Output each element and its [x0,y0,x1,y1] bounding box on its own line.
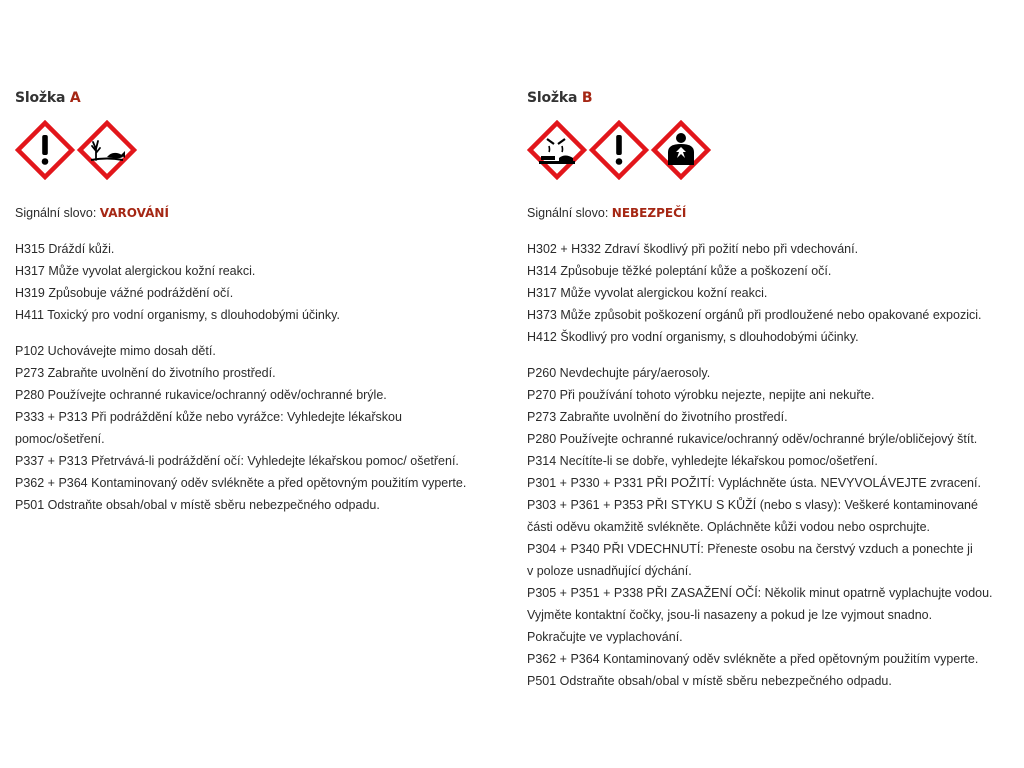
precautionary-statement: P102 Uchovávejte mimo dosah dětí. [15,344,216,358]
precautionary-statement: P303 + P361 + P353 PŘI STYKU S KŮŽÍ (nebo s vlasy): Veškeré kontaminované [527,498,978,512]
precautionary-statement: P273 Zabraňte uvolnění do životního prostředí. [15,366,276,380]
hazard-statement: H315 Dráždí kůži. [15,242,115,256]
hazard-statement: H317 Může vyvolat alergickou kožní reakci. [527,286,768,300]
environment-hazard-icon [77,120,137,180]
hazard-statement: H302 + H332 Zdraví škodlivý při požití nebo při vdechování. [527,242,859,256]
ghs-pictograms [527,120,1017,180]
signal-word-line [15,204,505,222]
hazard-statement: H411 Toxický pro vodní organismy, s dlouhodobými účinky. [15,308,340,322]
signal-word: VAROVÁNÍ [99,206,169,220]
health-hazard-icon [651,120,711,180]
precautionary-statement: v poloze usnadňující dýchání. [527,564,692,578]
precautionary-statement: P333 + P313 Při podráždění kůže nebo vyrážce: Vyhledejte lékařskou [15,410,402,424]
precautionary-statement: P273 Zabraňte uvolnění do životního prostředí. [527,410,788,424]
section-title-prefix: Složka [527,90,578,106]
precautionary-statement: Vyjměte kontaktní čočky, jsou-li nasazeny a pokud je lze vyjmout snadno. [527,608,933,622]
precautionary-statement: P260 Nevdechujte páry/aerosoly. [527,366,711,380]
section-title [527,88,1017,108]
precautionary-statements-list [15,340,505,516]
precautionary-statement: P280 Používejte ochranné rukavice/ochranný oděv/ochranné brýle. [15,388,387,402]
section-component-b [527,88,1017,692]
precautionary-statement: P501 Odstraňte obsah/obal v místě sběru nebezpečného odpadu. [527,674,892,688]
signal-word-label: Signální slovo: [527,206,609,220]
section-title-letter: A [69,90,81,106]
hazard-statements-list [15,238,505,326]
precautionary-statement: P304 + P340 PŘI VDECHNUTÍ: Přeneste osobu na čerstvý vzduch a ponechte ji [527,542,973,556]
corrosion-icon [527,120,587,180]
precautionary-statement: P314 Necítíte-li se dobře, vyhledejte lékařskou pomoc/ošetření. [527,454,878,468]
exclamation-mark-icon [15,120,75,180]
signal-word-line [527,204,1017,222]
signal-word-label: Signální slovo: [15,206,97,220]
precautionary-statement: P301 + P330 + P331 PŘI POŽITÍ: Vypláchněte ústa. NEVYVOLÁVEJTE zvracení. [527,476,981,490]
precautionary-statement: pomoc/ošetření. [15,432,105,446]
section-title [15,88,505,108]
hazard-statement: H373 Může způsobit poškození orgánů při prodloužené nebo opakované expozici. [527,308,982,322]
hazard-statement: H412 Škodlivý pro vodní organismy, s dlouhodobými účinky. [527,330,859,344]
ghs-pictograms [15,120,505,180]
hazard-statement: H314 Způsobuje těžké poleptání kůže a poškození očí. [527,264,832,278]
section-title-letter: B [581,90,593,106]
precautionary-statement: P305 + P351 + P338 PŘI ZASAŽENÍ OČÍ: Několik minut opatrně vyplachujte vodou. [527,586,993,600]
section-title-prefix: Složka [15,90,66,106]
exclamation-mark-icon [589,120,649,180]
signal-word: NEBEZPEČÍ [611,206,687,220]
precautionary-statement: P270 Při používání tohoto výrobku nejezte, nepijte ani nekuřte. [527,388,875,402]
precautionary-statement: P337 + P313 Přetrvává-li podráždění očí: Vyhledejte lékařskou pomoc/ ošetření. [15,454,459,468]
hazard-statement: H319 Způsobuje vážné podráždění očí. [15,286,234,300]
precautionary-statement: P362 + P364 Kontaminovaný oděv svlékněte a před opětovným použitím vyperte. [527,652,979,666]
precautionary-statement: P280 Používejte ochranné rukavice/ochranný oděv/ochranné brýle/obličejový štít. [527,432,978,446]
section-component-a [15,88,505,516]
hazard-statements-list [527,238,1017,348]
precautionary-statements-list [527,362,1017,692]
hazard-statement: H317 Může vyvolat alergickou kožní reakci. [15,264,256,278]
precautionary-statement: Pokračujte ve vyplachování. [527,630,683,644]
precautionary-statement: P362 + P364 Kontaminovaný oděv svlékněte a před opětovným použitím vyperte. [15,476,467,490]
precautionary-statement: části oděvu okamžitě svlékněte. Opláchněte kůži vodou nebo osprchujte. [527,520,931,534]
precautionary-statement: P501 Odstraňte obsah/obal v místě sběru nebezpečného odpadu. [15,498,380,512]
